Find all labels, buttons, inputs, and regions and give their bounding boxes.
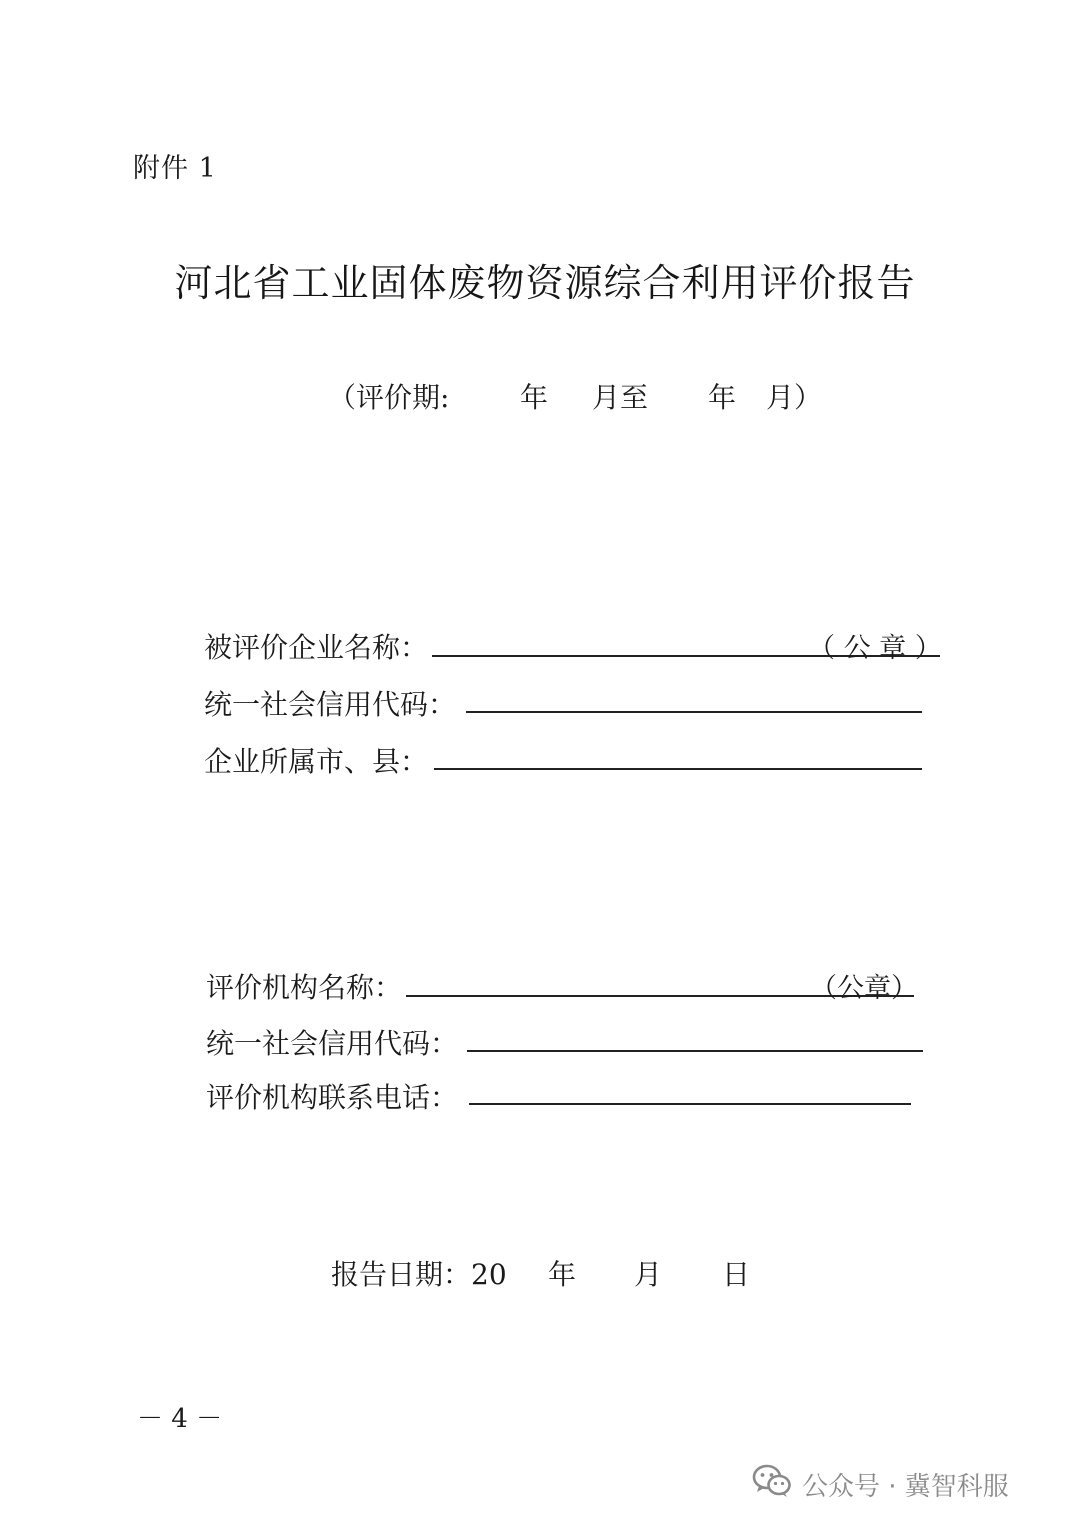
- period-year-2: 年: [708, 381, 737, 414]
- enterprise-credit-code-field[interactable]: [466, 711, 922, 713]
- watermark-text: 公众号 · 冀智科服: [802, 1472, 1009, 1502]
- institution-credit-code-label: 统一社会信用代码：: [206, 1027, 459, 1060]
- report-date-month: 月: [634, 1258, 663, 1291]
- institution-seal-text: （公章）: [810, 973, 918, 1004]
- institution-name-label: 评价机构名称：: [206, 971, 403, 1004]
- report-date-day: 日: [722, 1258, 751, 1291]
- enterprise-seal-text: （ 公 章 ）: [808, 633, 942, 664]
- attachment-label: 附件 1: [133, 153, 217, 184]
- document-title: 河北省工业固体废物资源综合利用评价报告: [174, 261, 916, 305]
- enterprise-name-label: 被评价企业名称：: [204, 631, 429, 664]
- enterprise-credit-code-label: 统一社会信用代码：: [204, 688, 457, 721]
- page-number: － 4 －: [137, 1404, 223, 1434]
- institution-credit-code-field[interactable]: [467, 1050, 923, 1052]
- institution-phone-label: 评价机构联系电话：: [206, 1081, 459, 1114]
- period-month-close: 月）: [766, 381, 823, 414]
- enterprise-city-county-field[interactable]: [434, 768, 922, 770]
- period-year-1: 年: [520, 381, 549, 414]
- period-open: （评价期:: [328, 381, 450, 414]
- enterprise-city-county-label: 企业所属市、县：: [204, 745, 429, 778]
- report-date-year: 年: [548, 1258, 577, 1291]
- institution-phone-field[interactable]: [469, 1103, 911, 1105]
- wechat-icon: [752, 1464, 792, 1505]
- report-date-label: 报告日期：20: [331, 1258, 507, 1291]
- watermark: [752, 1464, 1009, 1505]
- period-month-to: 月至: [592, 381, 649, 414]
